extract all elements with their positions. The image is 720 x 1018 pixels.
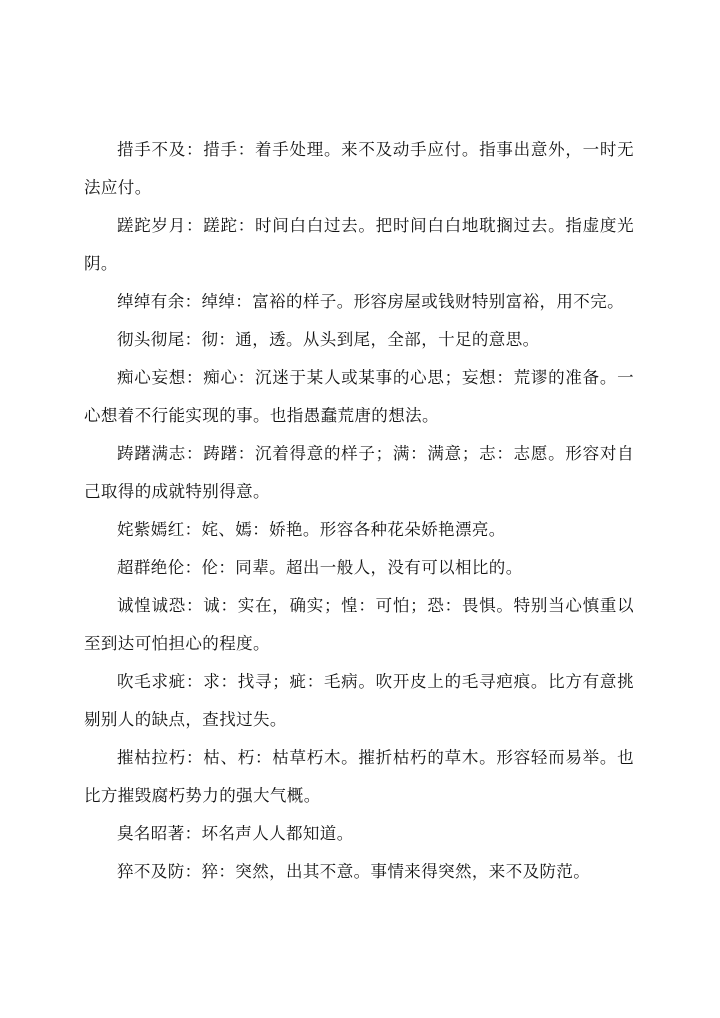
idiom-entry-cuoshoubuji: 措手不及：措手：着手处理。来不及动手应付。指事出意外，一时无法应付。 xyxy=(84,140,634,197)
idiom-entry-chuimaoqiuci: 吹毛求疵：求：找寻；疵：毛病。吹开皮上的毛寻疤痕。比方有意挑剔别人的缺点，查找过失。 xyxy=(84,672,634,729)
idiom-entry-cubujifang: 猝不及防：猝：突然，出其不意。事情来得突然，来不及防范。 xyxy=(117,862,591,881)
idiom-entry-chixinwangxiang: 痴心妄想：痴心：沉迷于某人或某事的心思；妄想：荒谬的准备。一心想着不行能实现的事。也指愚蠢荒唐的想法。 xyxy=(84,368,634,425)
idiom-entry-chaoqunjuelun: 超群绝伦：伦：同辈。超出一般人，没有可以相比的。 xyxy=(117,558,523,577)
idiom-entry-cuotuosuiyue: 蹉跎岁月：蹉跎：时间白白过去。把时间白白地耽搁过去。指虚度光阴。 xyxy=(84,216,634,273)
idiom-entry-cuikulaxiu: 摧枯拉朽：枯、朽：枯草朽木。摧折枯朽的草木。形容轻而易举。也比方摧毁腐朽势力的强大气概。 xyxy=(84,748,634,805)
idiom-entry-choumingzhaozhu: 臭名昭著：坏名声人人都知道。 xyxy=(117,824,354,843)
idiom-list xyxy=(84,131,634,891)
idiom-entry-chetouchewei: 彻头彻尾：彻：通，透。从头到尾，全部，十足的意思。 xyxy=(117,330,540,349)
idiom-entry-chouchumanzhi: 踌躇满志：踌躇：沉着得意的样子；满：满意；志：志愿。形容对自己取得的成就特别得意。 xyxy=(84,444,634,501)
idiom-entry-chuochuoyouyu: 绰绰有余：绰绰：富裕的样子。形容房屋或钱财特别富裕，用不完。 xyxy=(117,292,624,311)
idiom-entry-chenghuangchengkong: 诚惶诚恐：诚：实在，确实；惶：可怕；恐：畏惧。特别当心慎重以至到达可怕担心的程度。 xyxy=(84,596,634,653)
idiom-entry-chaziyanhong: 姹紫嫣红：姹、嫣：娇艳。形容各种花朵娇艳漂亮。 xyxy=(117,520,506,539)
